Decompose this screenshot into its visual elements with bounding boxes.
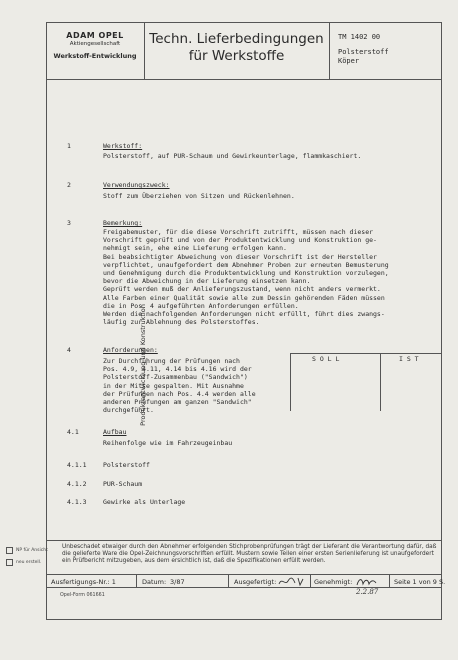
section-number: 4.1.2 xyxy=(67,480,87,488)
divider xyxy=(228,575,229,587)
section-number: 4.1.3 xyxy=(67,498,87,506)
header xyxy=(46,22,442,80)
divider xyxy=(310,575,311,587)
form-number: Opel-Form 061661 xyxy=(60,593,105,598)
section-body: Gewirke als Unterlage xyxy=(103,498,186,506)
section-body: Polsterstoff xyxy=(103,461,150,469)
genehmigt-label: Genehmigt: xyxy=(314,578,353,586)
ausgefertigt-label: Ausgefertigt: xyxy=(234,578,277,586)
section-number: 4 xyxy=(67,346,71,354)
section-body: Stoff zum Überziehen von Sitzen und Rückenlehnen. xyxy=(103,192,295,200)
page-count: Seite 1 von 9 S. xyxy=(394,578,446,586)
section-body: Polsterstoff, auf PUR-Schaum und Gewirkeunterlage, flammkaschiert. xyxy=(103,152,362,160)
datum-label: Datum: xyxy=(142,578,167,586)
side-note-np: NP für Ansicht xyxy=(16,548,48,553)
section-heading: Aufbau xyxy=(103,428,127,436)
section-heading: Verwendungszweck: xyxy=(103,181,170,189)
section-heading: Bemerkung: xyxy=(103,219,143,227)
section-number: 4.1 xyxy=(67,428,79,436)
footer-signature-row xyxy=(46,574,446,588)
doc-ref xyxy=(330,22,442,79)
section-body: Zur Durchführung der Prüfungen nach Pos. 4.9, 4.11, 4.14 bis 4.16 wird der Polsterstoff-Zusammenbau ("Sandwich") in der Mitte gespalten. Mit Ausnahme der Prüfungen nach Pos. 4.4 werden alle anderen Prüfungen am ganzen "Sandwich" durchgeführt. xyxy=(103,357,256,415)
material-name: Polsterstoff xyxy=(338,48,389,56)
section-number: 1 xyxy=(67,142,71,150)
section-body: Reihenfolge wie im Fahrzeugeinbau xyxy=(103,439,233,447)
checkbox-new xyxy=(6,559,13,566)
footer-disclaimer: Unbeschadet etwaiger durch den Abnehmer erfolgenden Stichprobenprüfungen trägt der Lieferant die Verantwortung dafür, daß die gelieferte Ware die Opel-Zeichnungsvorschriften erfüllt. Mustern sowie Teilen einer ersten Serienlieferung ist unaufgefordert ein Prüfbericht mitzugeben, aus dem ersichtlich ist, daß die Spezifikationen erfüllt werden. xyxy=(62,544,437,565)
section-number: 2 xyxy=(67,181,71,189)
title-line-2: für Werkstoffe xyxy=(188,48,285,64)
section-number: 4.1.1 xyxy=(67,461,87,469)
section-body: Freigabemuster, für die diese Vorschrift zutrifft, müssen nach dieser Vorschrift geprüft und von der Produktentwicklung und Konstruktion ge- nehmigt sein, ehe eine Lieferung erfolgen kann. Bei beabsichtigter Abweichung von dieser Vorschrift ist der Hersteller verpflichtet, unaufgefordert dem Abnehmer Proben zur erneuten Bemusterung und Genehmigung durch die Produktentwicklung und Konstruktion vorzulegen, bevor die Abweichung in der Lieferung einsetzen kann. Geprüft werden muß der Anlieferungszustand, wenn nicht anders vermerkt. Alle Farben einer Qualität sowie alle zum Dessin gehörenden Fäden müssen die in Pos. 4 aufgeführten Anforderungen erfüllen. Werden die nachfolgenden Anforderungen nicht erfüllt, führt dies zwangs- läufig zur Ablehnung des Polsterstoffes. xyxy=(103,228,389,327)
side-note-new: neu erstell. xyxy=(16,560,42,565)
title-line-1: Techn. Lieferbedingungen xyxy=(149,31,324,47)
soll-header: S O L L xyxy=(312,355,340,363)
company-subtitle: Aktiengesellschaft xyxy=(69,41,121,47)
ausfertigung-label: Ausfertigungs-Nr.: 1 xyxy=(51,578,116,586)
department: Werkstoff-Entwicklung xyxy=(53,52,137,60)
company-block xyxy=(46,22,145,79)
footer-rule xyxy=(46,540,442,541)
company-name: ADAM OPEL xyxy=(66,31,124,40)
checkbox-np xyxy=(6,547,13,554)
stamp-date: 2.2.87 xyxy=(356,588,379,596)
divider xyxy=(136,575,137,587)
ist-header: I S T xyxy=(399,355,419,363)
section-heading: Anforderungen: xyxy=(103,346,158,354)
section-body: PUR-Schaum xyxy=(103,480,143,488)
column-divider xyxy=(380,353,381,411)
doc-number: TM 1402 00 xyxy=(338,33,381,41)
document-title xyxy=(144,22,330,79)
divider xyxy=(389,575,390,587)
side-label: Produktentwicklung und Konstruktion xyxy=(139,304,147,426)
datum-value: 3/87 xyxy=(170,578,185,586)
section-heading: Werkstoff: xyxy=(103,142,143,150)
column-divider xyxy=(290,353,291,411)
column-rule xyxy=(290,353,442,354)
section-number: 3 xyxy=(67,219,71,227)
ausgefertigt-signature xyxy=(278,576,306,589)
material-variant: Köper xyxy=(338,57,360,65)
